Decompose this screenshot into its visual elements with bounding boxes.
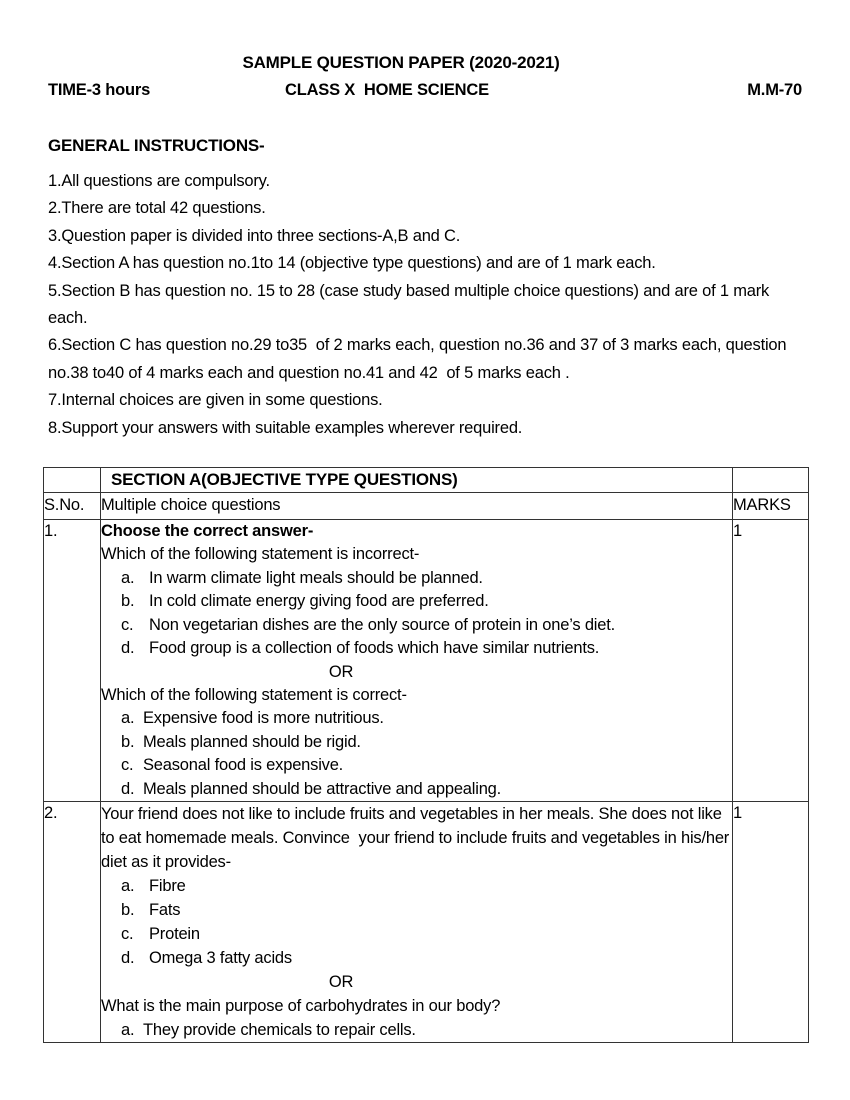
column-header-row bbox=[44, 493, 809, 520]
instruction-item: 4.Section A has question no.1to 14 (objective type questions) and are of 1 mark each. bbox=[48, 254, 656, 273]
option-letter: b. bbox=[121, 900, 135, 919]
option-letter: d. bbox=[121, 639, 135, 658]
section-header-row bbox=[44, 468, 809, 493]
option-row bbox=[101, 637, 732, 660]
question-table bbox=[43, 467, 809, 1043]
instructions-heading: GENERAL INSTRUCTIONS- bbox=[48, 136, 265, 155]
option-letter: d. bbox=[121, 779, 135, 798]
option-text: Food group is a collection of foods which have similar nutrients. bbox=[149, 639, 600, 658]
question-number: 1. bbox=[44, 520, 101, 802]
option-text: Protein bbox=[149, 924, 200, 943]
option-letter: d. bbox=[121, 948, 135, 967]
question-cell bbox=[101, 801, 733, 1042]
section-title: SECTION A(OBJECTIVE TYPE QUESTIONS) bbox=[101, 468, 733, 493]
option-text: Meals planned should be rigid. bbox=[143, 732, 361, 751]
option-text: Meals planned should be attractive and appealing. bbox=[143, 779, 502, 798]
instruction-item: 7.Internal choices are given in some questions. bbox=[48, 391, 383, 410]
option-letter: a. bbox=[121, 1020, 135, 1039]
option-letter: c. bbox=[121, 615, 134, 634]
question-intro: Choose the correct answer- bbox=[101, 522, 314, 541]
question-stem: Which of the following statement is incorrect- bbox=[101, 545, 420, 564]
option-letter: c. bbox=[121, 756, 134, 775]
question-stem: What is the main purpose of carbohydrates in our body? bbox=[101, 996, 501, 1015]
option-row bbox=[101, 614, 732, 637]
option-text: In warm climate light meals should be planned. bbox=[149, 568, 483, 587]
or-separator: OR bbox=[328, 972, 354, 991]
instruction-item: 3.Question paper is divided into three sections-A,B and C. bbox=[48, 226, 461, 245]
option-letter: c. bbox=[121, 924, 134, 943]
option-text: Fats bbox=[149, 900, 181, 919]
class-subject: CLASS X HOME SCIENCE bbox=[285, 81, 489, 99]
max-marks: M.M-70 bbox=[747, 81, 802, 99]
option-row bbox=[101, 922, 732, 946]
option-text: Expensive food is more nutritious. bbox=[143, 709, 384, 728]
col-header-marks: MARKS bbox=[733, 493, 809, 520]
instruction-item: 5.Section B has question no. 15 to 28 (case study based multiple choice questions) and are of 1 mark each. bbox=[48, 281, 774, 328]
col-header-question: Multiple choice questions bbox=[101, 493, 733, 520]
option-text: In cold climate energy giving food are preferred. bbox=[149, 592, 489, 611]
col-header-sno: S.No. bbox=[44, 493, 101, 520]
option-text: Non vegetarian dishes are the only source of protein in one’s diet. bbox=[149, 615, 616, 634]
option-letter: a. bbox=[121, 876, 135, 895]
option-row bbox=[101, 874, 732, 898]
option-text: They provide chemicals to repair cells. bbox=[143, 1020, 416, 1039]
option-letter: b. bbox=[121, 732, 135, 751]
option-row bbox=[101, 731, 732, 754]
option-text: Seasonal food is expensive. bbox=[143, 756, 344, 775]
option-letter: a. bbox=[121, 709, 135, 728]
option-row bbox=[101, 754, 732, 777]
option-text: Fibre bbox=[149, 876, 186, 895]
instruction-item: 1.All questions are compulsory. bbox=[48, 172, 270, 190]
option-letter: a. bbox=[121, 568, 135, 587]
question-stem: Which of the following statement is correct- bbox=[101, 685, 407, 704]
or-separator: OR bbox=[328, 662, 354, 681]
option-row bbox=[101, 590, 732, 613]
empty-cell bbox=[44, 468, 101, 493]
option-row bbox=[101, 567, 732, 590]
option-row bbox=[101, 946, 732, 970]
option-row bbox=[101, 707, 732, 730]
question-stem: Your friend does not like to include fruits and vegetables in her meals. She does not like to eat homemade meals. Convince your friend to include fruits and vegetables in his/her diet as it provides- bbox=[101, 804, 734, 871]
question-row bbox=[44, 801, 809, 1042]
instruction-item: 8.Support your answers with suitable examples wherever required. bbox=[48, 418, 523, 437]
empty-cell bbox=[733, 468, 809, 493]
time-allowed: TIME-3 hours bbox=[48, 81, 151, 99]
question-marks: 1 bbox=[733, 520, 809, 802]
question-cell bbox=[101, 520, 733, 802]
question-number: 2. bbox=[44, 801, 101, 1042]
doc-title: SAMPLE QUESTION PAPER (2020-2021) bbox=[242, 53, 560, 72]
doc-subheader bbox=[0, 81, 850, 101]
option-text: Omega 3 fatty acids bbox=[149, 948, 292, 967]
option-letter: b. bbox=[121, 592, 135, 611]
question-marks: 1 bbox=[733, 801, 809, 1042]
instruction-item: 2.There are total 42 questions. bbox=[48, 199, 266, 218]
option-row bbox=[101, 898, 732, 922]
question-row bbox=[44, 520, 809, 802]
option-row bbox=[101, 1018, 732, 1042]
option-row bbox=[101, 778, 732, 801]
instructions-list bbox=[48, 168, 812, 442]
instruction-item: 6.Section C has question no.29 to35 of 2 marks each, question no.36 and 37 of 3 marks each, question no.38 to40 of 4 marks each and question no.41 and 42 of 5 marks each . bbox=[48, 336, 791, 382]
